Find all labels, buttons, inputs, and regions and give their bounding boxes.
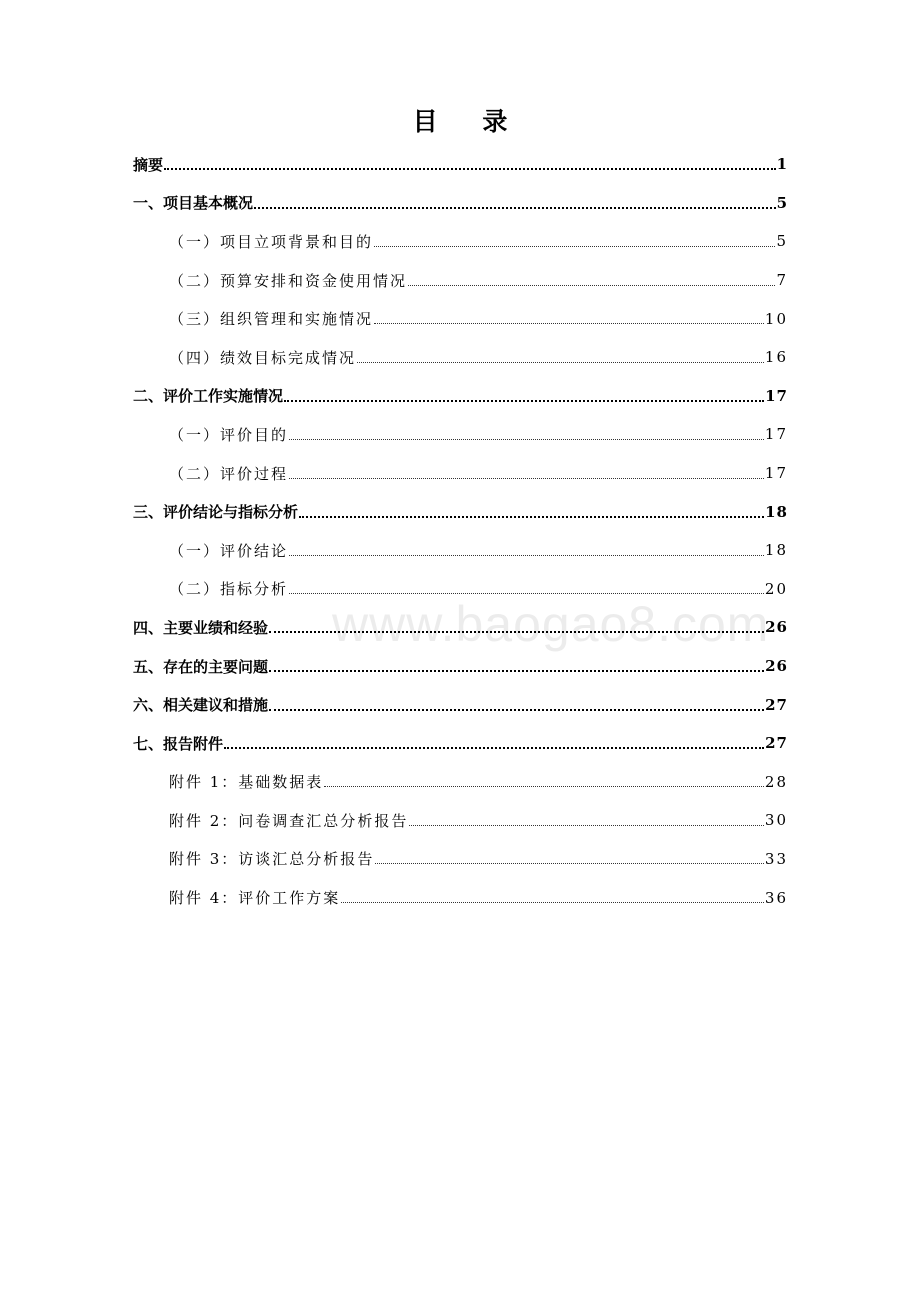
toc-entry-section[interactable] — [133, 608, 788, 647]
toc-entry-section[interactable] — [133, 724, 788, 763]
toc-entry-label: 七、报告附件 — [133, 734, 224, 753]
toc-entry-label: （一）评价目的 — [169, 425, 289, 444]
toc-dot-leader — [269, 670, 764, 672]
toc-entry-subsection[interactable] — [133, 261, 788, 300]
toc-entry-page-number: 20 — [764, 579, 788, 598]
toc-entry-subsection[interactable] — [133, 299, 788, 338]
toc-entry-page-number: 36 — [764, 888, 788, 907]
toc-entry-page-number: 17 — [764, 464, 788, 483]
toc-entry-page-number: 28 — [764, 772, 788, 791]
toc-entry-label: 附件 1：基础数据表 — [169, 773, 324, 792]
toc-entry-subsection[interactable] — [133, 801, 788, 840]
toc-entry-label: （二）预算安排和资金使用情况 — [169, 271, 408, 290]
toc-dot-leader — [269, 631, 764, 633]
toc-entry-label: 四、主要业绩和经验 — [133, 618, 269, 637]
toc-title: 目 录 — [412, 107, 526, 136]
toc-entry-page-number: 5 — [776, 193, 788, 212]
toc-entry-label: 摘要 — [133, 155, 164, 174]
toc-entry-label: 五、存在的主要问题 — [133, 657, 269, 676]
watermark: www.baogao8.com — [332, 596, 770, 652]
toc-entry-page-number: 17 — [764, 425, 788, 444]
toc-entry-label: （三）组织管理和实施情况 — [169, 310, 374, 329]
toc-entry-page-number: 18 — [765, 502, 788, 521]
toc-entry-subsection[interactable] — [133, 570, 788, 609]
toc-entry-section[interactable] — [133, 685, 788, 724]
toc-dot-leader — [224, 747, 764, 749]
toc-entry-subsection[interactable] — [133, 763, 788, 802]
toc-entry-label: （二）评价过程 — [169, 464, 289, 483]
toc-dot-leader — [289, 593, 764, 594]
toc-dot-leader — [289, 478, 764, 479]
toc-entry-subsection[interactable] — [133, 415, 788, 454]
toc-entry-subsection[interactable] — [133, 840, 788, 879]
toc-entry-section[interactable] — [133, 647, 788, 686]
table-of-contents — [133, 145, 788, 917]
toc-entry-page-number: 5 — [776, 232, 788, 251]
toc-entry-page-number: 26 — [765, 618, 788, 637]
toc-entry-section[interactable] — [133, 184, 788, 223]
toc-entry-page-number: 33 — [764, 849, 788, 868]
toc-entry-page-number: 27 — [765, 734, 788, 753]
toc-dot-leader — [374, 246, 775, 247]
toc-dot-leader — [289, 555, 764, 556]
toc-dot-leader — [341, 902, 764, 903]
toc-dot-leader — [164, 168, 776, 170]
toc-entry-subsection[interactable] — [133, 222, 788, 261]
toc-dot-leader — [284, 400, 764, 402]
toc-entry-page-number: 27 — [765, 695, 788, 714]
toc-dot-leader — [289, 439, 764, 440]
toc-entry-page-number: 10 — [764, 309, 788, 328]
toc-entry-section[interactable] — [133, 492, 788, 531]
toc-dot-leader — [408, 285, 775, 286]
toc-dot-leader — [409, 825, 764, 826]
toc-entry-subsection[interactable] — [133, 454, 788, 493]
toc-entry-label: 附件 4：评价工作方案 — [169, 889, 341, 908]
toc-dot-leader — [324, 786, 764, 787]
toc-entry-subsection[interactable] — [133, 878, 788, 917]
toc-entry-page-number: 16 — [764, 348, 788, 367]
toc-entry-subsection[interactable] — [133, 338, 788, 377]
toc-entry-page-number: 18 — [764, 541, 788, 560]
toc-entry-page-number: 17 — [765, 386, 788, 405]
toc-entry-page-number: 7 — [776, 271, 788, 290]
toc-entry-label: （四）绩效目标完成情况 — [169, 348, 357, 367]
toc-entry-label: 二、评价工作实施情况 — [133, 387, 284, 406]
toc-entry-label: 附件 3：访谈汇总分析报告 — [169, 850, 375, 869]
toc-dot-leader — [299, 516, 764, 518]
toc-dot-leader — [254, 207, 776, 209]
toc-entry-page-number: 26 — [765, 657, 788, 676]
toc-entry-section[interactable] — [133, 377, 788, 416]
toc-entry-page-number: 1 — [776, 155, 788, 174]
toc-entry-label: 三、评价结论与指标分析 — [133, 503, 299, 522]
toc-entry-label: 六、相关建议和措施 — [133, 696, 269, 715]
toc-entry-label: （一）评价结论 — [169, 541, 289, 560]
toc-entry-subsection[interactable] — [133, 531, 788, 570]
toc-entry-label: 附件 2：问卷调查汇总分析报告 — [169, 811, 409, 830]
toc-entry-section[interactable] — [133, 145, 788, 184]
toc-dot-leader — [357, 362, 764, 363]
toc-entry-page-number: 30 — [764, 811, 788, 830]
toc-entry-label: （二）指标分析 — [169, 580, 289, 599]
toc-entry-label: 一、项目基本概况 — [133, 194, 254, 213]
toc-entry-label: （一）项目立项背景和目的 — [169, 232, 374, 251]
toc-dot-leader — [269, 709, 764, 711]
toc-dot-leader — [374, 323, 764, 324]
toc-dot-leader — [375, 863, 764, 864]
